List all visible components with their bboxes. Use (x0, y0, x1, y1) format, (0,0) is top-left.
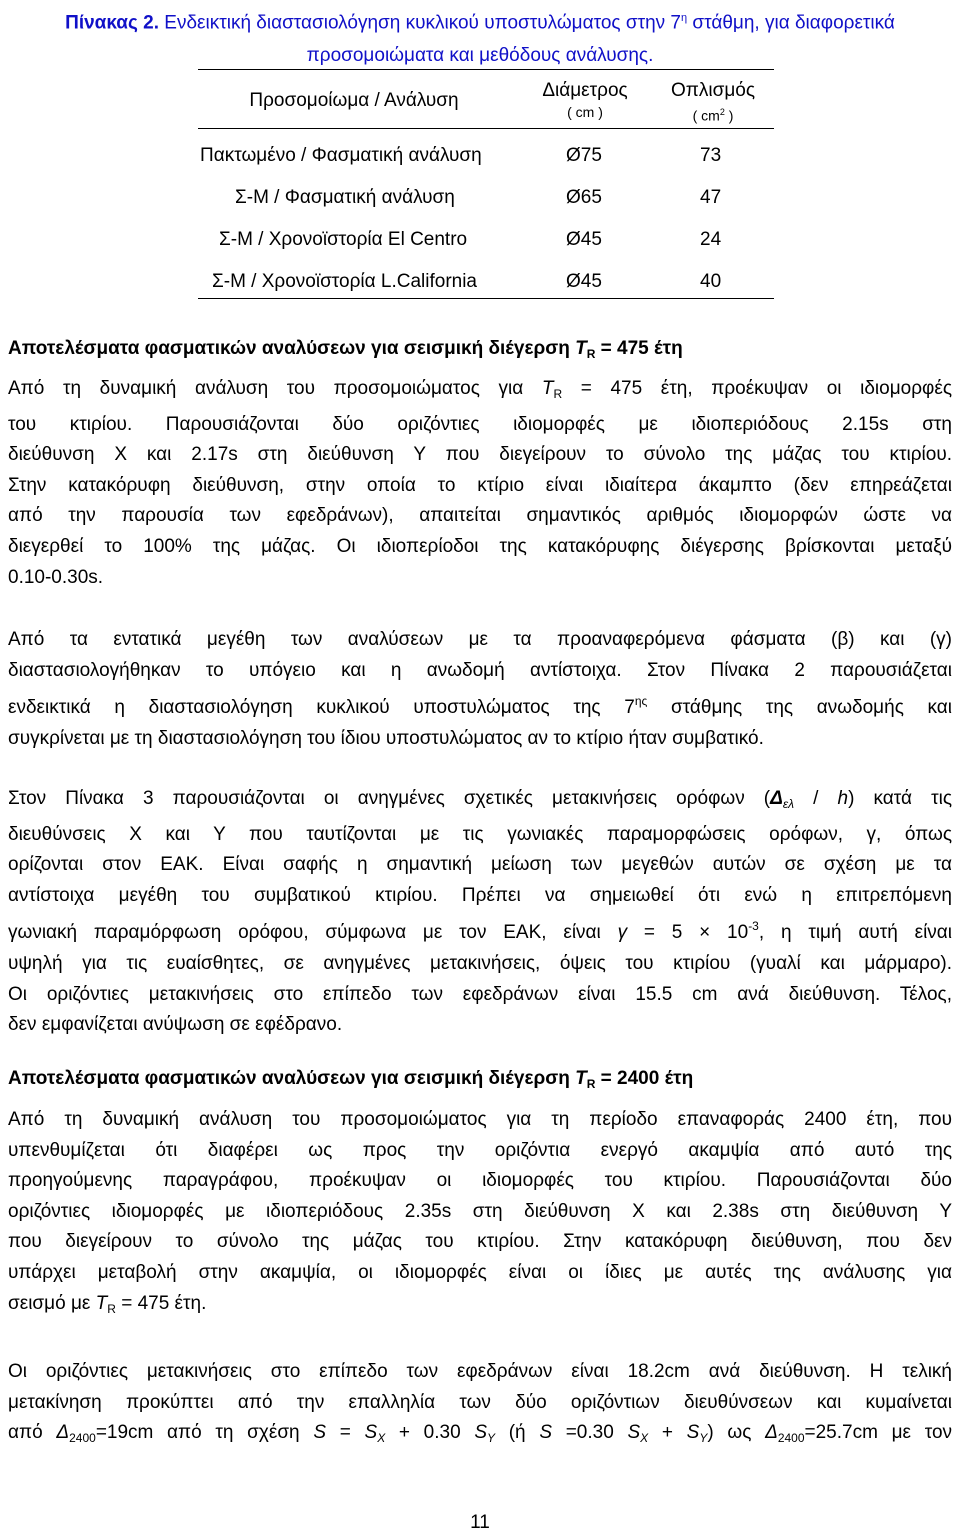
paragraph-4-line-1: Από τη δυναμική ανάλυση του προσομοιώματος για τη περίοδο επαναφοράς 2400 έτη, που (8, 1109, 952, 1130)
section-heading-2400-T: T (575, 1068, 587, 1089)
p3-l5g: γ (617, 922, 628, 944)
section-heading-475-T: T (575, 338, 587, 359)
paragraph-4-line-6: υπάρχει μεταβολή στην ακαμψία, οι ιδιομορφές είναι οι ίδιες με αυτές της ανάλυσης για (8, 1261, 952, 1283)
p5-l3sub2: 2400 (777, 1431, 805, 1446)
p5-l3X2: X (640, 1431, 649, 1446)
section-heading-475 (8, 338, 683, 361)
p5-l3D: Δ (56, 1422, 70, 1444)
header-reinforcement-unit-a: ( cm (692, 107, 720, 124)
p5-l3c: = (326, 1422, 365, 1444)
paragraph-1-line-6: διεγερθεί το 100% της μάζας. Οι ιδιοπερίοδοι της κατακόρυφης διέγερσης βρίσκονται μεταξύ (8, 535, 952, 557)
paragraph-1-line-4: Στην κατακόρυφη διεύθυνση, στην οποία το κτίριο είναι ιδιαίτερα άκαμπτο (δεν επηρεάζεται (8, 474, 952, 496)
p5-l3SX: S (364, 1422, 378, 1444)
p5-l3Y: Y (487, 1431, 496, 1446)
p5-l3d: + 0.30 (385, 1422, 475, 1444)
p3-l5sup: -3 (748, 919, 759, 934)
section-heading-2400-R: R (586, 1077, 596, 1091)
paragraph-4-line-2: υπενθυμίζεται ότι διαφέρει ως προς την οριζόντια ενεργό ακαμψία από αυτό της (8, 1139, 952, 1161)
paragraph-2-line-2: διαστασιολογήθηκαν το υπόγειο και η ανωδομή αντίστοιχα. Στον Πίνακα 2 παρουσιάζεται (8, 659, 952, 681)
p4-l7a: σεισμό με (8, 1292, 96, 1314)
table-row-4-reinforcement: 40 (700, 271, 722, 292)
header-diameter-unit: ( cm ) (567, 104, 603, 120)
paragraph-3-line-1 (8, 784, 952, 820)
p5-l3S: S (313, 1422, 327, 1444)
p1-l1a: Από τη δυναμική ανάλυση του προσομοιώματος για (8, 378, 542, 399)
paragraph-3-line-5 (8, 911, 952, 949)
paragraph-1-line-2: του κτιρίου. Παρουσιάζονται δύο οριζόντιες ιδιομορφές με ιδιοπεριόδους 2.15s στη (8, 413, 952, 435)
table-row-3-diameter: Ø45 (566, 229, 602, 250)
caption-text-b: στάθμη, για διαφορετικά (687, 12, 895, 34)
p5-l3sub: 2400 (69, 1431, 96, 1446)
paragraph-4-line-3: προηγούμενης παραγράφου, προέκυψαν οι ιδιομορφές του κτιρίου. Παρουσιάζονται δύο (8, 1170, 952, 1192)
p5-l3b: =19cm από τη σχέση (95, 1422, 314, 1444)
p1-l1b: = 475 έτη, προέκυψαν οι ιδιομορφές (562, 378, 952, 399)
paragraph-5 (8, 1357, 952, 1454)
table-row-2-model: Σ-Μ / Φασματική ανάλυση (235, 187, 455, 208)
p5-l3e: (ή (495, 1422, 540, 1444)
caption-sup: η (681, 12, 688, 24)
p3-l5b: = 5 × 10 (627, 922, 749, 944)
section-heading-2400-b: = 2400 έτη (595, 1068, 694, 1089)
p3-l5c: , η τιμή αυτή είναι (758, 922, 952, 944)
table-row-3-model: Σ-Μ / Χρονοϊστορία El Centro (219, 229, 468, 250)
section-heading-475-R: R (586, 347, 596, 361)
paragraph-2 (8, 625, 952, 754)
caption-text-a: Ενδεικτική διαστασιολόγηση κυκλικού υποστυλώματος στην 7 (159, 12, 681, 34)
p5-l3X: X (377, 1431, 386, 1446)
table-row-4-model: Σ-Μ / Χρονοϊστορία L.California (212, 271, 477, 292)
p2-l3sup: ης (634, 694, 648, 709)
paragraph-3-line-4: αντίστοιχα μεγέθη του συμβατικού κτιρίου. Πρέπει να σημειωθεί ότι ενώ η επιτρεπόμενη (8, 884, 952, 906)
paragraph-3 (8, 784, 952, 1041)
paragraph-3-line-6: υψηλή για τις ευαίσθητες, σε ανηγμένες μετακινήσεις, όψεις του κτιρίου (γυαλί και μάρμαρο). (8, 952, 952, 974)
p3-l1c: ) κατά τις (848, 788, 952, 809)
table-header-rule (198, 128, 774, 129)
p3-l1b: / (794, 788, 838, 809)
table-row-1-diameter: Ø75 (566, 145, 602, 166)
p5-l3D2: Δ (765, 1422, 778, 1444)
header-reinforcement: Οπλισμός (670, 80, 755, 101)
p5-l3SY: S (474, 1422, 488, 1444)
paragraph-2-line-3 (8, 686, 952, 724)
p5-l3S2: S (539, 1422, 553, 1444)
paragraph-4-line-4: οριζόντιες ιδιομορφές με ιδιοπεριόδους 2.35s στη διεύθυνση Χ και 2.38s στη διεύθυνση Υ (8, 1200, 952, 1222)
page-number: 11 (470, 1512, 490, 1533)
table-row-2-reinforcement: 47 (700, 187, 722, 208)
paragraph-5-line-2: μετακίνηση προκύπτει από την επαλληλία των δύο οριζόντιων διευθύνσεων και κυμαίνεται (8, 1391, 952, 1413)
table-caption (8, 2, 952, 72)
table-bottom-rule (198, 298, 774, 299)
caption-line-2: προσομοιώματα και μεθόδους ανάλυσης. (306, 45, 654, 67)
p3-l1h: h (837, 788, 849, 809)
p1-l1R: R (553, 387, 563, 401)
p5-l3g: + (648, 1422, 687, 1444)
p2-l3b: στάθμης της ανωδομής και (647, 697, 952, 719)
paragraph-1-line-5: από την παρουσία των εφεδράνων), απαιτείται σημαντικός αριθμός ιδιομορφών ώστε να (8, 505, 952, 527)
header-model: Προσομοίωμα / Ανάλυση (249, 90, 459, 111)
p5-l3SX2: S (627, 1422, 641, 1444)
paragraph-5-line-1: Οι οριζόντιες μετακινήσεις στο επίπεδο των εφεδράνων είναι 18.2cm ανά διεύθυνση. Η τελική (8, 1361, 952, 1382)
paragraph-1 (8, 374, 952, 593)
table-row-1-reinforcement: 73 (700, 145, 722, 166)
p5-l3i: =25.7cm με τον (804, 1422, 952, 1444)
p4-l7b: = 475 έτη. (115, 1292, 207, 1314)
p5-l3SY2: S (686, 1422, 700, 1444)
table-row-1-model: Πακτωμένο / Φασματική ανάλυση (200, 145, 482, 166)
p1-l1T: T (541, 378, 554, 399)
paragraph-2-line-1: Από τα εντατικά μεγέθη των αναλύσεων με τα προαναφερόμενα φάσματα (β) και (γ) (8, 629, 952, 650)
paragraph-1-line-1 (8, 374, 952, 410)
paragraph-3-line-8: δεν εμφανίζεται ανύψωση σε εφέδρανο. (8, 1014, 343, 1036)
table-row-4-diameter: Ø45 (566, 271, 602, 292)
paragraph-3-line-3: ορίζονται στον ΕΑΚ. Είναι σαφής η σημαντική μείωση των μεγεθών αυτών σε σχέση με τα (8, 854, 952, 876)
paragraph-3-line-2: διευθύνσεις Χ και Υ που ταυτίζονται με τις γωνιακές παραμορφώσεις ορόφων, γ, όπως (8, 823, 952, 845)
table-row-2-diameter: Ø65 (566, 187, 602, 208)
section-heading-475-a: Αποτελέσματα φασματικών αναλύσεων για σεισμική διέγερση (8, 338, 576, 359)
p2-l3a: ενδεικτικά η διαστασιολόγηση κυκλικού υποστυλώματος της 7 (8, 697, 635, 719)
paragraph-4-line-7 (8, 1289, 952, 1325)
paragraph-1-line-7: 0.10-0.30s. (8, 566, 104, 588)
header-reinforcement-unit-sup: 2 (719, 107, 725, 117)
caption-label: Πίνακας 2. (65, 12, 159, 34)
header-diameter: Διάμετρος (542, 80, 628, 101)
p5-l3a: από (8, 1422, 57, 1444)
paragraph-4 (8, 1105, 952, 1324)
p3-l1D: Δ (770, 788, 783, 809)
section-heading-2400 (8, 1068, 693, 1091)
caption-line-1 (8, 2, 952, 39)
p4-l7T: T (95, 1292, 108, 1314)
header-reinforcement-unit (652, 104, 774, 124)
section-heading-475-b: = 475 έτη (595, 338, 683, 359)
paragraph-3-line-7: Οι οριζόντιες μετακινήσεις στο επίπεδο των εφεδράνων είναι 15.5 cm ανά διεύθυνση. Τέλος, (8, 983, 952, 1005)
p3-l5a: γωνιακή παραμόρφωση ορόφου, σύμφωνα με τον ΕΑΚ, είναι (8, 922, 618, 944)
p5-l3Y2: Y (699, 1431, 708, 1446)
paragraph-1-line-3: διεύθυνση Χ και 2.17s στη διεύθυνση Υ που διεγείρουν το σύνολο της μάζας του κτιρίου. (8, 444, 952, 466)
p4-l7R: R (107, 1301, 116, 1316)
p3-l1sub: ελ (782, 797, 795, 811)
paragraph-4-line-5: που διεγείρουν το σύνολο της μάζας του κτιρίου. Στην κατακόρυφη διεύθυνση, που δεν (8, 1231, 952, 1253)
table-row-3-reinforcement: 24 (700, 229, 722, 250)
paragraph-2-line-4: συγκρίνεται με τη διαστασιολόγηση του ίδιου υποστυλώματος αν το κτίριο ήταν συμβατικό. (8, 727, 764, 749)
p5-l3h: ) ως (707, 1422, 766, 1444)
p3-l1a: Στον Πίνακα 3 παρουσιάζονται οι ανηγμένες σχετικές μετακινήσεις ορόφων ( (8, 788, 771, 809)
table-top-rule (198, 69, 774, 70)
header-reinforcement-unit-b: ) (724, 107, 734, 124)
paragraph-5-line-3 (8, 1418, 952, 1454)
p5-l3f: =0.30 (552, 1422, 628, 1444)
section-heading-2400-a: Αποτελέσματα φασματικών αναλύσεων για σεισμική διέγερση (8, 1068, 576, 1089)
